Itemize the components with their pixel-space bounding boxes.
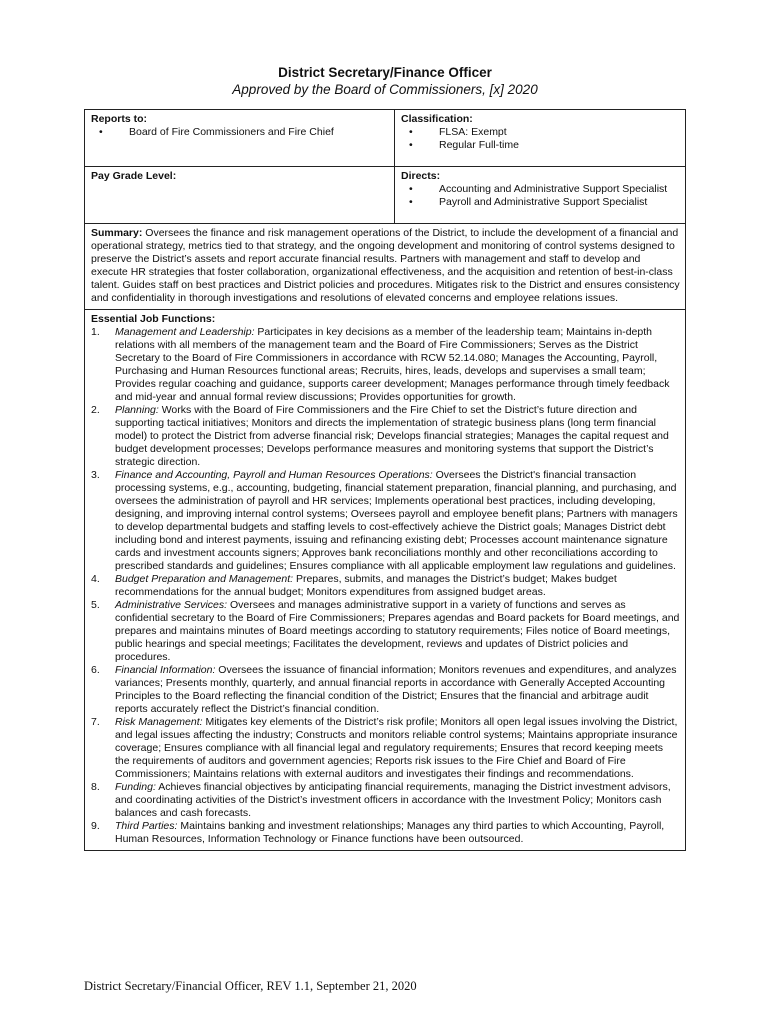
directs-label: Directs: [401, 170, 441, 182]
function-heading: Funding: [115, 781, 156, 793]
function-text: Achieves financial objectives by anticipating financial requirements, managing the District investment advisors, and coordinating activities of the District’s investment officers in accordance with the Investment Policy; Monitors cash balances and cash forecasts. [115, 781, 671, 819]
summary-cell [85, 224, 686, 310]
reports-to-list [91, 126, 389, 139]
function-item [91, 469, 680, 573]
function-item [91, 599, 680, 664]
function-text: Oversees and manages administrative support in a variety of functions and serves as confidential secretary to the Board of Fire Commissioners; Prepares agendas and Board packets for Board meetings, and prepares and maintains minutes of Board meetings according to statutory requirements; Files notice of Board meetings, public hearings and special meetings; Facilitates the development, reviews and updates of District policies and procedures. [115, 599, 680, 663]
function-number: 1. [91, 326, 100, 338]
function-number: 7. [91, 716, 100, 728]
function-item [91, 781, 680, 820]
function-item [91, 326, 680, 404]
pay-grade-label: Pay Grade Level: [91, 170, 177, 182]
function-item [91, 573, 680, 599]
function-heading: Management and Leadership: [115, 326, 255, 338]
summary-row [85, 224, 686, 310]
function-item [91, 664, 680, 716]
function-number: 3. [91, 469, 100, 481]
function-item [91, 404, 680, 469]
function-number: 9. [91, 820, 100, 832]
function-text: Works with the Board of Fire Commissioners and the Fire Chief to set the District’s future direction and supporting tactical initiatives; Monitors and directs the implementation of strategic business plans (long term financial model) to protect the District from adverse financial risk; Develops financial strategies; Manages the capital request and budget development processes; Develops performance measures and monitoring systems that support the District’s strategic direction. [115, 404, 669, 468]
functions-list [91, 326, 680, 846]
function-text: Participates in key decisions as a member of the leadership team; Maintains in-depth relations with all members of the management team and the Board of Fire Commissioners; Serves as the District Secretary to the Board of Fire Commissioners in accordance with RCW 52.14.080; Manages the Accounting, Payroll, Purchasing and Human Resources functional areas; Recruits, hires, leads, develops and supervises a small team; Provides regular coaching and guidance, supports career development; Manages performance through timely feedback and mid-year and annual formal review discussions; Provides opportunities for growth. [115, 326, 670, 403]
function-item [91, 716, 680, 781]
function-number: 5. [91, 599, 100, 611]
paygrade-directs-row [85, 167, 686, 224]
function-text: Prepares, submits, and manages the District’s budget; Makes budget recommendations for the annual budget; Monitors expenditures from assigned budget areas. [115, 573, 617, 598]
function-heading: Finance and Accounting, Payroll and Human Resources Operations: [115, 469, 433, 481]
function-heading: Financial Information: [115, 664, 216, 676]
directs-cell [395, 167, 686, 224]
job-description-table [84, 109, 686, 851]
function-text: Mitigates key elements of the District’s risk profile; Monitors all open legal issues involving the District, and legal issues affecting the industry; Constructs and monitors reliable control systems; Maintains appropriate insurance coverage; Ensures compliance with all financial legal and regulatory requirements; Ensures that record keeping meets the requirements of auditors and government agencies; Reports risk issues to the Fire Chief and Board of Fire Commissioners; Maintains relations with external auditors and investigates their findings and recommendations. [115, 716, 678, 780]
directs-item: • Accounting and Administrative Support Specialist [401, 183, 680, 196]
function-heading: Third Parties: [115, 820, 178, 832]
document-title: District Secretary/Finance Officer [278, 65, 492, 80]
function-number: 4. [91, 573, 100, 585]
reports-classification-row [85, 110, 686, 167]
function-text: Maintains banking and investment relationships; Manages any third parties to which Accounting, Payroll, Human Resources, Information Technology or Finance functions have been outsourced. [115, 820, 665, 845]
reports-to-item: • Board of Fire Commissioners and Fire Chief [91, 126, 389, 139]
functions-label: Essential Job Functions: [91, 313, 216, 325]
function-text: Oversees the District's financial transaction processing systems, e.g., accounting, budgeting, financial statement preparation, financial planning, and purchasing, and oversees the administration of payroll and HR services; Implements operational best practices, including developing, designing, and improving internal control systems; Oversees payroll and employee benefit plans; Partners with managers to develop departmental budgets and staffing levels to cost-effectively achieve the District goals; Manages District debt including bond and interest payments, issuing and refinancing existing debt; Processes account maintenance signature cards and investment accounts signers; Approves bank reconciliations monthly and other reconciliations according to prescribed standards and guidelines; Ensures compliance with all applicable employment law regulations and guidelines. [115, 469, 678, 572]
directs-list [401, 183, 680, 209]
function-item [91, 820, 680, 846]
classification-label: Classification: [401, 113, 473, 125]
pay-grade-cell [85, 167, 395, 224]
function-heading: Budget Preparation and Management: [115, 573, 294, 585]
function-number: 2. [91, 404, 100, 416]
classification-item: • FLSA: Exempt [401, 126, 680, 139]
summary-text: Oversees the finance and risk management operations of the District, to include the development of a financial and operational strategy, metrics tied to that strategy, and the ongoing development and monitoring of control systems designed to preserve the District’s assets and report accurate financial results. Partners with management and staff to develop and execute HR strategies that foster collaboration, organizational effectiveness, and the acquisition and retention of best-in-class talent. Guides staff on best practices and District policies and procedures. Mitigates risk to the District and ensures consistency and confidentiality in thorough investigations and resolutions of elevated concerns and employee relations issues. [91, 227, 680, 304]
summary-label: Summary: [91, 227, 143, 239]
function-heading: Administrative Services: [115, 599, 228, 611]
classification-item: • Regular Full-time [401, 139, 680, 152]
function-number: 6. [91, 664, 100, 676]
reports-to-label: Reports to: [91, 113, 147, 125]
directs-item: • Payroll and Administrative Support Specialist [401, 196, 680, 209]
reports-to-cell [85, 110, 395, 167]
page-footer: District Secretary/Financial Officer, REV 1.1, September 21, 2020 [84, 979, 417, 993]
classification-cell [395, 110, 686, 167]
classification-list [401, 126, 680, 152]
function-text: Oversees the issuance of financial information; Monitors revenues and expenditures, and analyzes variances; Presents monthly, quarterly, and annual financial reports in accordance with Generally Accepted Accounting Principles to the Board reflecting the financial condition of the District; Ensures that the financial and arbitrage audit reports accurately reflect the District’s financial condition. [115, 664, 677, 715]
document-subtitle: Approved by the Board of Commissioners, [x] 2020 [232, 82, 538, 97]
functions-cell [85, 310, 686, 851]
function-number: 8. [91, 781, 100, 793]
function-heading: Risk Management: [115, 716, 203, 728]
functions-row [85, 310, 686, 851]
function-heading: Planning: [115, 404, 159, 416]
